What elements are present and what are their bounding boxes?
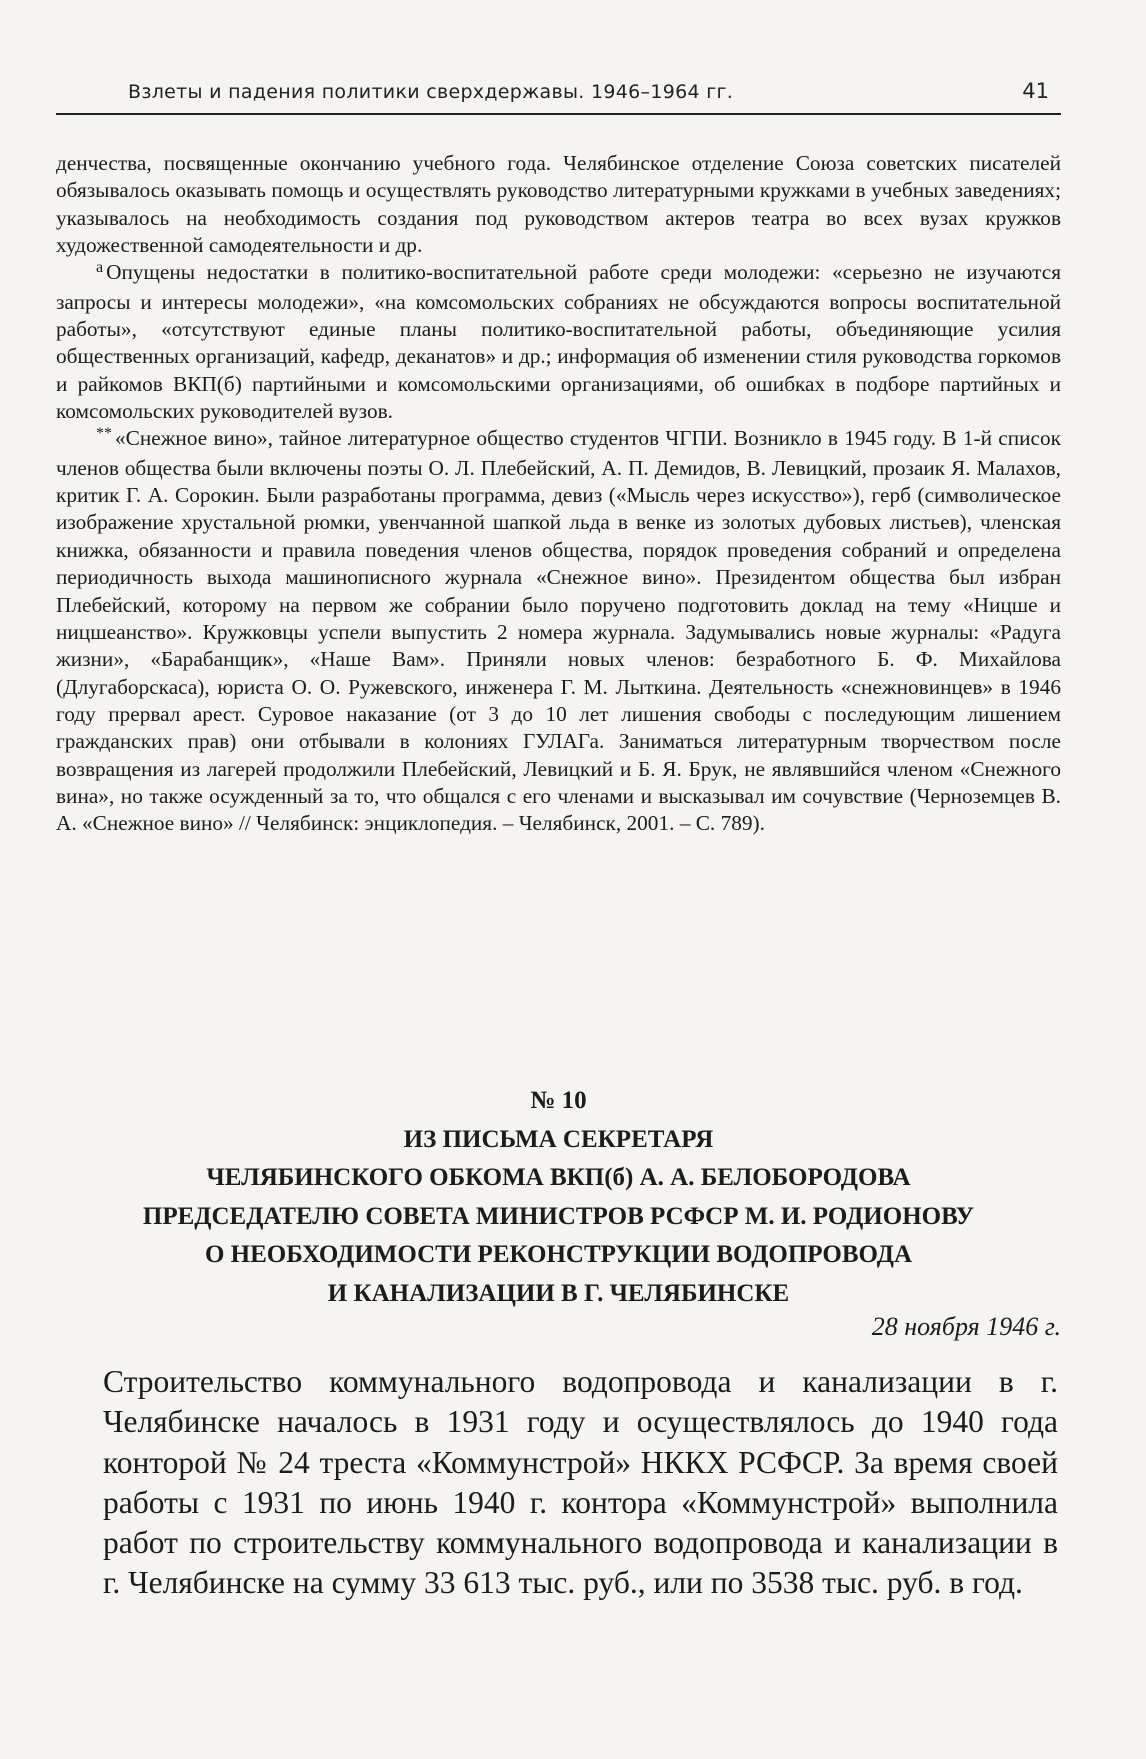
running-header-title: Взлеты и падения политики сверхдержавы. 1946–1964 гг. (128, 81, 734, 103)
document-title-line: И КАНАЛИЗАЦИИ В Г. ЧЕЛЯБИНСКЕ (327, 1279, 790, 1307)
document-title-line: О НЕОБХОДИМОСТИ РЕКОНСТРУКЦИИ ВОДОПРОВОДА (204, 1241, 913, 1268)
document-title-line: ЧЕЛЯБИНСКОГО ОБКОМА ВКП(б) А. А. БЕЛОБОРОДОВА (206, 1164, 911, 1191)
document-title-line: ИЗ ПИСЬМА СЕКРЕТАРЯ (403, 1125, 714, 1153)
footnote-snow-wine (56, 425, 1061, 837)
document-date: 28 ноября 1946 г. (871, 1312, 1061, 1341)
footnote-a (56, 259, 1061, 425)
footnote-b-text: «Снежное вино», тайное литературное общество студентов ЧГПИ. Возникло в 1945 году. В 1-й список членов общества были включены поэты О. Л. Плебейский, А. П. Демидов, В. Левицкий, прозаик Я. Малахов, критик Г. А. Сорокин. Были разработаны программа, девиз («Мысль через искусство»), герб (символическое изображение хрустальной рюмки, увенчанной шапкой льда в венке из золотых дубовых листьев), членская книжка, обязанности и правила поведения членов общества, порядок проведения собраний и определена периодичность выхода машинописного журнала «Снежное вино». Президентом общества был избран Плебейский, которому на первом же собрании было поручено подготовить доклад на тему «Ницше и ницшеанство». Кружковцы успели выпустить 2 номера журнала. Задумывались новые журналы: «Радуга жизни», «Барабанщик», «Наше Вам». Приняли новых членов: безработного Б. Ф. Михайлова (Длугаборскаса), юриста О. О. Ружевского, инженера Г. М. Лыткина. Деятельность «снежновинцев» в 1946 году прервал арест. Суровое наказание (от 3 до 10 лет лишения свободы с последующим лишением гражданских прав) они отбывали в колониях ГУЛАГа. Заниматься литературным творчеством после возвращения из лагерей продолжили Плебейский, Левицкий и Б. Я. Брук, не являвшийся членом «Снежного вина», но также осужденный за то, что общался с его членами и высказывал им сочувствие (Черноземцев В. А. «Снежное вино» // Челябинск: энциклопедия. – Челябинск, 2001. – С. 789). (56, 426, 1061, 836)
page-number: 41 (1022, 79, 1049, 103)
document-heading (56, 1082, 1061, 1313)
footnote-a-text: Опущены недостатки в политико-воспитательной работе среди молодежи: «серьезно не изучаются запросы и интересы молодежи», «на комсомольских собраниях не обсуждаются вопросы воспитательной работы», «отсутствуют единые планы политико-воспитательной работы, объединяющие усилия общественных организаций, кафедр, деканатов» и др.; информация об изменении стиля руководства горкомов и райкомов ВКП(б) партийными и комсомольскими организациями, об ошибках в подборе партийных и комсомольских руководителей вузов. (56, 260, 1061, 424)
document-number: № 10 (530, 1087, 587, 1114)
footnote-a-mark: а (96, 259, 104, 277)
document-body (103, 1362, 1058, 1604)
footnote-continuation: денчества, посвященные окончанию учебного года. Челябинское отделение Союза советских писателей обязывалось оказывать помощь и осуществлять руководство литературными кружками в учебных заведениях; указывалось на необходимость создания под руководством актеров театра во всех вузах кружков художественной самодеятельности и др. (56, 151, 1061, 258)
document-title-line: ПРЕДСЕДАТЕЛЮ СОВЕТА МИНИСТРОВ РСФСР М. И. РОДИОНОВУ (142, 1202, 975, 1230)
body-paragraph: Строительство коммунального водопровода и канализации в г. Челябинске началось в 1931 году и осуществлялось до 1940 года конторой № 24 треста «Коммунстрой» НККХ РСФСР. За время своей работы с 1931 по июнь 1940 г. контора «Коммунстрой» выполнила работ по строительству коммунального водопровода и канализации в г. Челябинске на сумму 33 613 тыс. руб., или по 3538 тыс. руб. в год. (103, 1364, 1058, 1601)
footnotes-block (56, 150, 1061, 838)
footnote-b-mark: ** (96, 425, 112, 443)
running-header (56, 79, 1061, 115)
